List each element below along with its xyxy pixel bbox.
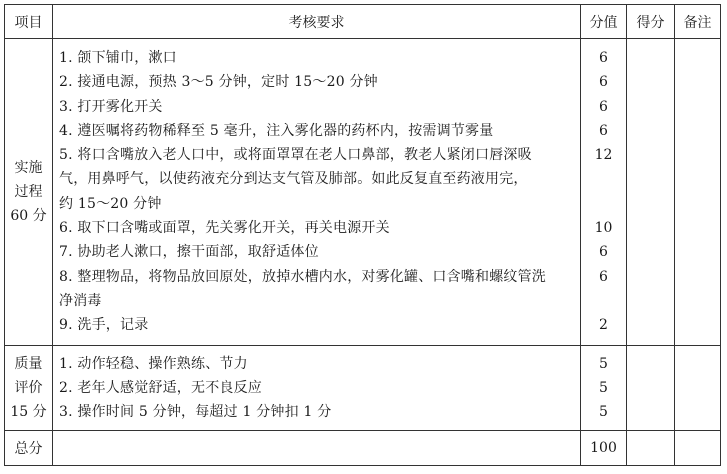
requirement-line: 2. 接通电源，预热 3～5 分钟，定时 15～20 分钟 <box>59 74 378 91</box>
header-item: 项目 <box>5 5 53 39</box>
score-value: 6 <box>599 50 608 66</box>
score-value: 12 <box>594 147 613 164</box>
header-score: 分值 <box>581 5 627 39</box>
header-note: 备注 <box>675 5 721 39</box>
requirement-line: 8. 整理物品，将物品放回原处，放掉水槽内水，对雾化罐、口含嘴和螺纹管洗 <box>59 268 547 285</box>
score-value: 6 <box>599 244 608 261</box>
section-label-line: 过程 <box>14 183 43 200</box>
requirement-cell <box>53 345 581 431</box>
header-got: 得分 <box>627 5 675 39</box>
requirement-line: 1. 动作轻稳、操作熟练、节力 <box>59 355 248 372</box>
requirement-line: 气，用鼻呼气，以使药液充分到达支气管及肺部。如此反复直至药液用完， <box>59 171 528 188</box>
note-cell[interactable] <box>675 345 721 431</box>
section-label-line: 15 分 <box>10 404 47 420</box>
requirement-line: 5. 将口含嘴放入老人口中，或将面罩罩在老人口鼻部，教老人紧闭口唇深吸 <box>59 147 532 164</box>
score-value <box>581 289 626 313</box>
score-cell <box>581 39 627 346</box>
score-value: 6 <box>599 122 608 139</box>
total-row <box>5 431 721 466</box>
section-label-line: 质量 <box>14 356 43 372</box>
requirement-line: 3. 打开雾化开关 <box>59 98 163 115</box>
section-label <box>5 345 53 431</box>
requirement-line: 4. 遵医嘱将药物稀释至 5 毫升，注入雾化器的药杯内，按需调节雾量 <box>59 122 494 139</box>
note-cell[interactable] <box>675 39 721 346</box>
score-value: 6 <box>599 74 608 91</box>
requirement-line: 2. 老年人感觉舒适，无不良反应 <box>59 379 263 396</box>
section-row-implementation <box>5 39 721 346</box>
section-label <box>5 39 53 346</box>
requirement-line: 3. 操作时间 5 分钟，每超过 1 分钟扣 1 分 <box>59 404 332 421</box>
section-label-line: 实施 <box>14 159 43 176</box>
score-value: 5 <box>599 379 608 396</box>
score-value: 10 <box>594 220 613 237</box>
requirement-cell <box>53 39 581 346</box>
total-requirement-cell <box>53 431 581 466</box>
score-value: 2 <box>599 317 608 334</box>
requirement-line: 约 15～20 分钟 <box>59 195 162 212</box>
score-value <box>581 192 626 216</box>
assessment-table <box>4 4 721 466</box>
score-value: 5 <box>599 404 608 421</box>
score-value <box>581 167 626 191</box>
score-value: 6 <box>599 268 608 285</box>
score-value: 5 <box>599 355 608 372</box>
requirement-line: 净消毒 <box>59 292 102 309</box>
got-cell[interactable] <box>627 345 675 431</box>
score-value: 6 <box>599 98 608 115</box>
requirement-line: 6. 取下口含嘴或面罩，先关雾化开关，再关电源开关 <box>59 220 390 237</box>
got-cell[interactable] <box>627 39 675 346</box>
section-row-quality <box>5 345 721 431</box>
header-row <box>5 5 721 39</box>
section-label-line: 60 分 <box>10 207 47 224</box>
assessment-sheet <box>4 4 720 467</box>
total-score: 100 <box>581 431 627 466</box>
note-cell[interactable] <box>675 431 721 466</box>
score-cell <box>581 345 627 431</box>
section-label-line: 评价 <box>14 380 43 396</box>
requirement-line: 7. 协助老人漱口，擦干面部，取舒适体位 <box>59 244 319 261</box>
header-requirement: 考核要求 <box>53 5 581 39</box>
requirement-line: 1. 颌下铺巾，漱口 <box>59 50 177 66</box>
total-label: 总分 <box>5 431 53 466</box>
got-cell[interactable] <box>627 431 675 466</box>
requirement-line: 9. 洗手，记录 <box>59 317 149 334</box>
